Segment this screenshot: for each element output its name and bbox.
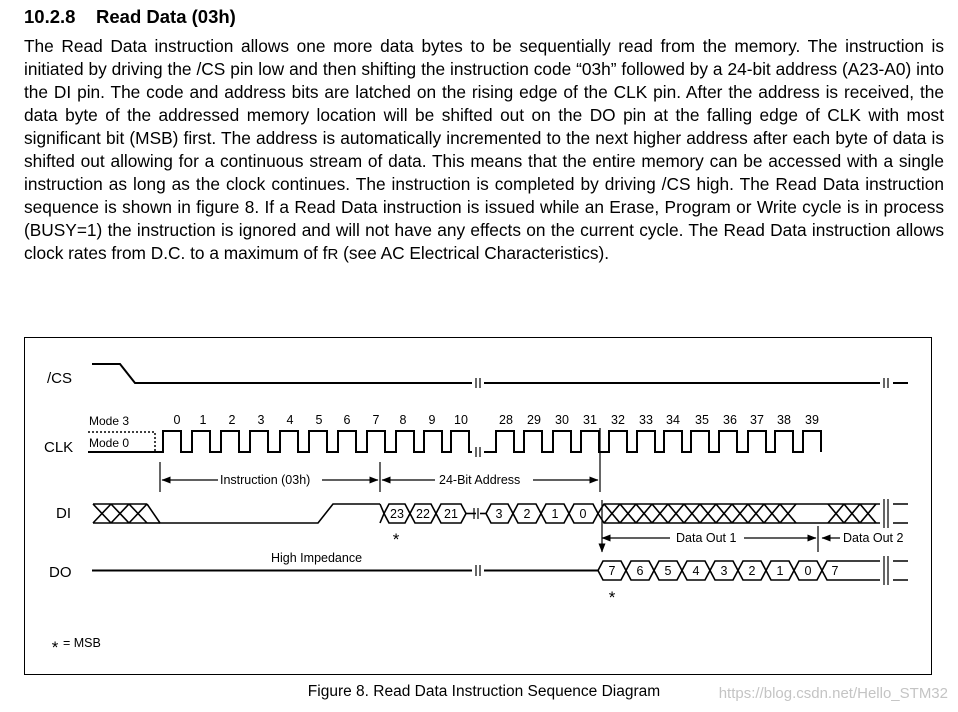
msb-legend-label: = MSB [63,636,101,650]
data-out-bit-label: 2 [748,564,756,578]
clock-number: 38 [777,413,791,427]
clock-number: 37 [750,413,764,427]
data-out-1-label: Data Out 1 [676,531,737,545]
section-number: 10.2.8 [24,6,76,27]
data-out-bit-label: 7 [608,564,616,578]
data-out-bit-label: 6 [636,564,644,578]
clock-number: 34 [666,413,680,427]
msb-marker-data: * [608,588,616,607]
clk-mode-3-label: Mode 3 [89,414,130,428]
clock-number: 9 [428,413,436,427]
signal-label-clk: CLK [44,439,74,456]
description-tail-text: (see AC Electrical Characteristics). [338,243,610,263]
msb-marker-address: * [392,530,400,549]
address-label: 24-Bit Address [439,473,521,487]
clock-number: 8 [399,413,407,427]
data-out-2-label: Data Out 2 [843,531,904,545]
data-out-bit-label: 7 [831,564,839,578]
do-bit-labels [609,564,839,578]
clock-number: 4 [286,413,294,427]
clock-number: 39 [805,413,819,427]
address-bit-label: 23 [390,507,404,521]
frequency-subscript: R [327,246,339,263]
clock-cycle-numbers [174,413,819,427]
clock-number: 36 [723,413,737,427]
msb-legend-marker: * [51,638,59,657]
address-bit-label: 1 [551,507,559,521]
section-title: Read Data (03h) [96,6,236,27]
address-bit-label: 2 [523,507,531,521]
clock-number: 0 [173,413,181,427]
instruction-label: Instruction (03h) [220,473,311,487]
address-bit-label: 0 [579,507,587,521]
cs-waveform [92,364,908,383]
figure-caption: Figure 8. Read Data Instruction Sequence Diagram [307,683,661,700]
clk-waveform [88,431,821,457]
clock-number: 10 [454,413,468,427]
clock-number: 33 [639,413,653,427]
high-impedance-label: High Impedance [271,551,363,565]
clock-number: 1 [199,413,207,427]
clock-number: 28 [499,413,513,427]
description-main-text: The Read Data instruction allows one more data bytes to be sequentially read from the memory. The instruction is initiated by driving the /CS pin low and then shifting the instruction code “03h” followed by a 24-bit address (A23-A0) into the DI pin. The code and address bits are latched on the rising edge of the CLK pin. After the address is received, the data byte of the addressed memory location will be shifted out on the DO pin at the falling edge of CLK with most significant bit (MSB) first. The address is automatically incremented to the next higher address after each byte of data is shifted out allowing for a continuous stream of data. This means that the entire memory can be accessed with a single instruction as long as the clock continues. The instruction is completed by driving /CS high. The Read Data instruction sequence is shown in figure 8. If a Read Data instruction is issued while an Erase, Program or Write cycle is in process (BUSY=1) the instruction is ignored and will not have any effects on the current cycle. The Read Data instruction allows clock rates from D.C. to a maximum of f [24,36,944,263]
signal-label-cs: /CS [47,370,73,387]
data-out-bit-label: 3 [720,564,728,578]
data-out-bit-label: 1 [776,564,784,578]
clock-number: 29 [527,413,541,427]
address-bit-label: 21 [444,507,458,521]
clock-number: 31 [583,413,597,427]
clock-number: 2 [228,413,236,427]
signal-label-do: DO [49,564,72,581]
do-waveform [92,556,908,585]
clk-mode-0-label: Mode 0 [89,436,130,450]
watermark: https://blog.csdn.net/Hello_STM32 [718,685,948,702]
clock-number: 35 [695,413,709,427]
data-out-bit-label: 5 [664,564,672,578]
clock-number: 7 [372,413,380,427]
clock-number: 30 [555,413,569,427]
address-bit-label: 3 [495,507,503,521]
clock-number: 6 [343,413,351,427]
signal-label-di: DI [56,505,71,522]
clock-number: 3 [257,413,265,427]
clock-number: 32 [611,413,625,427]
data-out-bit-label: 0 [804,564,812,578]
address-bit-label: 22 [416,507,430,521]
data-out-bit-label: 4 [692,564,700,578]
clock-number: 5 [315,413,323,427]
